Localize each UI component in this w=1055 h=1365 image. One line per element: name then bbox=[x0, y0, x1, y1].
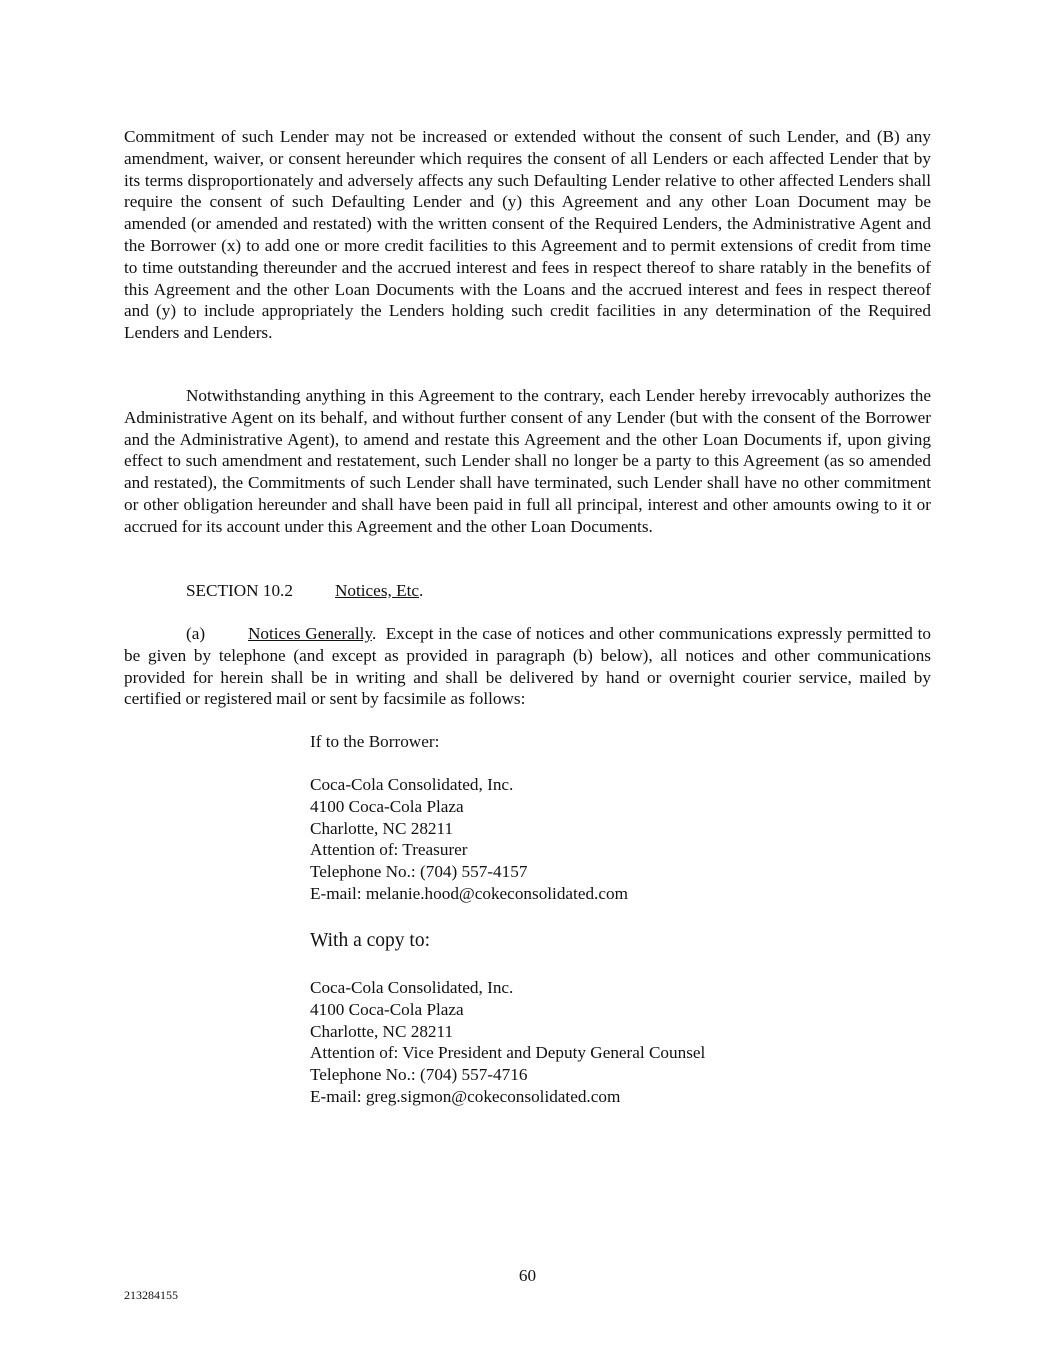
section-heading bbox=[186, 580, 423, 602]
page-number: 60 bbox=[518, 1266, 537, 1285]
section-title: Notices, Etc bbox=[335, 581, 419, 600]
copy-city: Charlotte, NC 28211 bbox=[310, 1021, 454, 1041]
document-id: 213284155 bbox=[124, 1288, 178, 1302]
paragraph-amend-and-restate: Notwithstanding anything in this Agreement to the contrary, each Lender hereby irrevocably authorizes the Administrative Agent on its behalf, and without further consent of any Lender (but with the consent of the Borrower and the Administrative Agent), to amend and restate this Agreement and the other Loan Documents if, upon giving effect to such amendment and restatement, such Lender shall no longer be a party to this Agreement (as so amended and restated), the Commitments of such Lender shall have terminated, such Lender shall have no other commitment or other obligation hereunder and shall have been paid in full all principal, interest and other amounts owing to it or accrued for its account under this Agreement and the other Loan Documents. bbox=[124, 386, 931, 536]
borrower-email: E-mail: melanie.hood@cokeconsolidated.com bbox=[310, 883, 628, 903]
paragraph-notices-generally bbox=[124, 623, 936, 710]
section-number: SECTION 10.2 bbox=[186, 581, 293, 600]
borrower-attention: Attention of: Treasurer bbox=[310, 840, 468, 860]
copy-email: E-mail: greg.sigmon@cokeconsolidated.com bbox=[310, 1086, 621, 1106]
clause-text: Except in the case of notices and other communications expressly permitted to be given by telephone (and except as provided in paragraph (b) below), all notices and other communications provided for herein shall be in writing and shall be delivered by hand or overnight courier service, mailed by certified or registered mail or sent by facsimile as follows: bbox=[124, 624, 936, 709]
copy-company: Coca-Cola Consolidated, Inc. bbox=[310, 978, 514, 997]
clause-heading-suffix: . bbox=[371, 624, 377, 643]
section-title-suffix: . bbox=[419, 581, 424, 600]
clause-marker: (a) bbox=[186, 624, 206, 643]
copy-label: With a copy to: bbox=[310, 930, 430, 951]
borrower-telephone: Telephone No.: (704) 557-4157 bbox=[310, 862, 528, 882]
borrower-label bbox=[310, 731, 439, 753]
borrower-street: 4100 Coca-Cola Plaza bbox=[310, 796, 464, 816]
copy-address-block bbox=[310, 977, 705, 1108]
copy-street: 4100 Coca-Cola Plaza bbox=[310, 999, 464, 1019]
clause-heading: Notices Generally bbox=[248, 624, 372, 643]
paragraph-amendments-continued: Commitment of such Lender may not be increased or extended without the consent of such Lender, and (B) any amendment, waiver, or consent hereunder which requires the consent of all Lenders or each affected Lender that by its terms disproportionately and adversely affects any such Defaulting Lender relative to other affected Lenders shall require the consent of such Defaulting Lender and (y) this Agreement and any other Loan Document may be amended (or amended and restated) with the written consent of the Required Lenders, the Administrative Agent and the Borrower (x) to add one or more credit facilities to this Agreement and to permit extensions of credit from time to time outstanding thereunder and the accrued interest and fees in respect thereof to share ratably in the benefits of this Agreement and the other Loan Documents with the Loans and the accrued interest and fees in respect thereof and (y) to include appropriately the Lenders holding such credit facilities in any determination of the Required Lenders and Lenders. bbox=[124, 127, 931, 343]
borrower-city: Charlotte, NC 28211 bbox=[310, 818, 454, 838]
borrower-label-text: If to the Borrower: bbox=[310, 732, 440, 751]
borrower-address-block bbox=[310, 774, 628, 905]
copy-attention: Attention of: Vice President and Deputy General Counsel bbox=[310, 1043, 706, 1063]
borrower-company: Coca-Cola Consolidated, Inc. bbox=[310, 775, 514, 794]
copy-telephone: Telephone No.: (704) 557-4716 bbox=[310, 1065, 528, 1085]
